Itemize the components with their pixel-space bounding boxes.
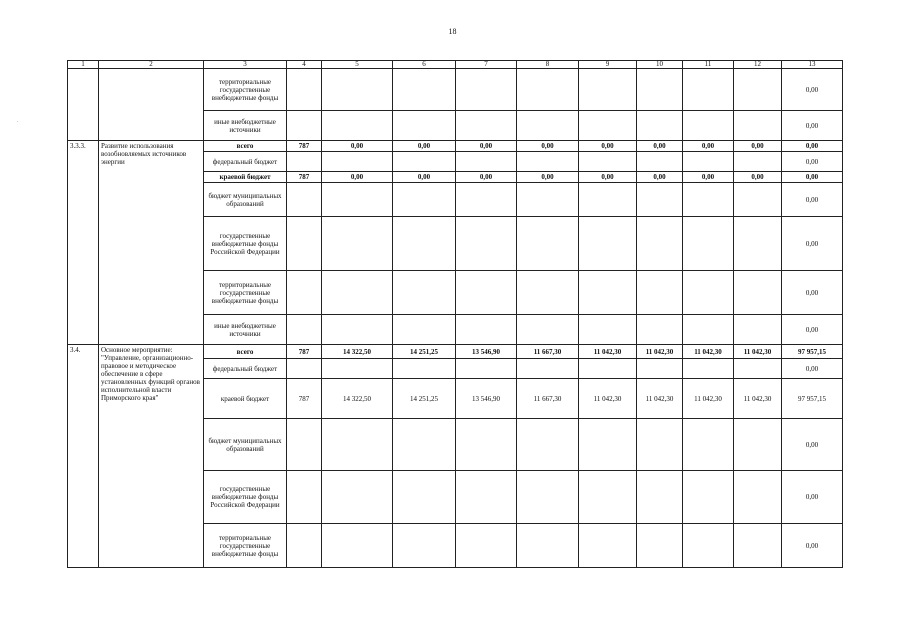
- cell-year-value: [517, 271, 579, 315]
- funding-source: федеральный бюджет: [204, 152, 287, 172]
- cell-year-value: [579, 359, 637, 379]
- cell-year-value: [637, 524, 683, 568]
- cell-year-value: [734, 69, 782, 111]
- row-name: Развитие использования возобновляемых источников энергии: [99, 141, 204, 345]
- cell-year-value: [579, 271, 637, 315]
- cell-year-value: 0,00: [579, 172, 637, 183]
- cell-year-value: [579, 471, 637, 524]
- row-name: Основное мероприятие: "Управление, организационно-правовое и методическое обеспечение в сфере установленных функций органов исполнительной власти Приморского края": [99, 345, 204, 568]
- funding-source: федеральный бюджет: [204, 359, 287, 379]
- cell-year-value: 0,00: [579, 141, 637, 152]
- cell-year-value: [517, 524, 579, 568]
- funding-source: бюджет муниципальных образований: [204, 183, 287, 217]
- budget-table: [67, 60, 843, 568]
- cell-year-value: 11 667,30: [517, 345, 579, 359]
- funding-source: территориальные государственные внебюджетные фонды: [204, 524, 287, 568]
- column-number: 12: [734, 61, 782, 69]
- cell-year-value: [579, 152, 637, 172]
- cell-column-4: [287, 217, 322, 271]
- cell-year-value: 13 546,90: [456, 379, 517, 419]
- cell-column-4: [287, 271, 322, 315]
- funding-source: краевой бюджет: [204, 172, 287, 183]
- cell-year-value: 14 251,25: [393, 345, 456, 359]
- column-number: 3: [204, 61, 287, 69]
- cell-year-value: [683, 69, 734, 111]
- cell-year-value: [322, 419, 393, 471]
- cell-year-value: 0,00: [322, 172, 393, 183]
- cell-year-value: [393, 152, 456, 172]
- cell-column-4: 787: [287, 141, 322, 152]
- cell-year-value: [637, 271, 683, 315]
- cell-year-value: 11 042,30: [579, 345, 637, 359]
- cell-total: 0,00: [782, 271, 843, 315]
- cell-year-value: 0,00: [517, 141, 579, 152]
- cell-year-value: [456, 111, 517, 141]
- cell-total: 0,00: [782, 141, 843, 152]
- cell-year-value: [637, 183, 683, 217]
- cell-column-4: [287, 183, 322, 217]
- cell-year-value: [579, 524, 637, 568]
- column-number: 10: [637, 61, 683, 69]
- cell-year-value: [683, 315, 734, 345]
- funding-source: иные внебюджетные источники: [204, 111, 287, 141]
- cell-year-value: [734, 183, 782, 217]
- cell-year-value: [456, 524, 517, 568]
- column-number: 4: [287, 61, 322, 69]
- cell-year-value: [734, 471, 782, 524]
- column-number: 1: [68, 61, 99, 69]
- cell-year-value: [456, 271, 517, 315]
- table-row: [68, 141, 843, 152]
- cell-year-value: [322, 152, 393, 172]
- cell-year-value: 0,00: [456, 172, 517, 183]
- funding-source: государственные внебюджетные фонды Российской Федерации: [204, 471, 287, 524]
- cell-column-4: [287, 359, 322, 379]
- funding-source: территориальные государственные внебюджетные фонды: [204, 271, 287, 315]
- cell-year-value: 0,00: [393, 172, 456, 183]
- cell-year-value: [456, 359, 517, 379]
- cell-column-4: 787: [287, 379, 322, 419]
- cell-year-value: [322, 471, 393, 524]
- cell-year-value: [517, 419, 579, 471]
- cell-year-value: 0,00: [637, 172, 683, 183]
- cell-year-value: [734, 524, 782, 568]
- cell-year-value: 0,00: [683, 172, 734, 183]
- cell-year-value: 11 042,30: [734, 379, 782, 419]
- cell-year-value: [517, 69, 579, 111]
- cell-total: 97 957,15: [782, 345, 843, 359]
- cell-year-value: [517, 152, 579, 172]
- cell-year-value: [393, 315, 456, 345]
- cell-year-value: [734, 271, 782, 315]
- column-number: 7: [456, 61, 517, 69]
- cell-total: 0,00: [782, 111, 843, 141]
- cell-column-4: [287, 524, 322, 568]
- cell-year-value: [393, 111, 456, 141]
- cell-year-value: [393, 471, 456, 524]
- cell-year-value: [322, 111, 393, 141]
- cell-year-value: [683, 217, 734, 271]
- cell-column-4: [287, 111, 322, 141]
- cell-year-value: [683, 152, 734, 172]
- scan-mark: .: [17, 118, 19, 124]
- column-number: 9: [579, 61, 637, 69]
- cell-year-value: [734, 315, 782, 345]
- table-row: [68, 345, 843, 359]
- cell-year-value: [579, 419, 637, 471]
- cell-year-value: 11 042,30: [637, 379, 683, 419]
- cell-year-value: 11 042,30: [683, 345, 734, 359]
- funding-source: всего: [204, 141, 287, 152]
- row-code: 3.4.: [68, 345, 99, 568]
- cell-year-value: [683, 471, 734, 524]
- column-number: 5: [322, 61, 393, 69]
- cell-year-value: [637, 69, 683, 111]
- cell-year-value: [517, 111, 579, 141]
- table-row: [68, 69, 843, 111]
- cell-year-value: [734, 217, 782, 271]
- cell-year-value: 14 322,50: [322, 345, 393, 359]
- cell-year-value: [322, 315, 393, 345]
- cell-year-value: 11 042,30: [579, 379, 637, 419]
- cell-year-value: [637, 359, 683, 379]
- cell-total: 0,00: [782, 183, 843, 217]
- cell-year-value: [579, 217, 637, 271]
- funding-source: бюджет муниципальных образований: [204, 419, 287, 471]
- cell-year-value: [393, 217, 456, 271]
- cell-year-value: 14 251,25: [393, 379, 456, 419]
- cell-year-value: [393, 69, 456, 111]
- cell-column-4: [287, 471, 322, 524]
- cell-year-value: [637, 111, 683, 141]
- cell-year-value: [456, 217, 517, 271]
- cell-year-value: [637, 315, 683, 345]
- funding-source: государственные внебюджетные фонды Российской Федерации: [204, 217, 287, 271]
- cell-column-4: 787: [287, 172, 322, 183]
- cell-year-value: 0,00: [517, 172, 579, 183]
- cell-year-value: 0,00: [734, 172, 782, 183]
- cell-year-value: [456, 471, 517, 524]
- cell-year-value: [393, 359, 456, 379]
- column-number-row: [68, 61, 843, 69]
- cell-year-value: [517, 315, 579, 345]
- cell-total: 0,00: [782, 217, 843, 271]
- cell-year-value: [322, 524, 393, 568]
- cell-year-value: [322, 69, 393, 111]
- page-number: 18: [448, 27, 457, 36]
- cell-year-value: [322, 183, 393, 217]
- cell-year-value: [517, 183, 579, 217]
- cell-year-value: 0,00: [393, 141, 456, 152]
- cell-year-value: [683, 111, 734, 141]
- cell-year-value: 11 667,30: [517, 379, 579, 419]
- cell-year-value: [637, 471, 683, 524]
- row-code: [68, 69, 99, 141]
- cell-year-value: [734, 419, 782, 471]
- cell-total: 0,00: [782, 471, 843, 524]
- cell-total: 0,00: [782, 69, 843, 111]
- cell-total: 97 957,15: [782, 379, 843, 419]
- funding-source: иные внебюджетные источники: [204, 315, 287, 345]
- column-number: 8: [517, 61, 579, 69]
- cell-total: 0,00: [782, 419, 843, 471]
- cell-year-value: [456, 419, 517, 471]
- cell-column-4: [287, 315, 322, 345]
- cell-year-value: [393, 183, 456, 217]
- cell-year-value: [393, 271, 456, 315]
- cell-year-value: 0,00: [683, 141, 734, 152]
- cell-column-4: [287, 69, 322, 111]
- cell-column-4: 787: [287, 345, 322, 359]
- cell-year-value: [456, 152, 517, 172]
- funding-source: краевой бюджет: [204, 379, 287, 419]
- cell-year-value: [517, 471, 579, 524]
- cell-total: 0,00: [782, 524, 843, 568]
- cell-year-value: [637, 217, 683, 271]
- column-number: 2: [99, 61, 204, 69]
- cell-column-4: [287, 152, 322, 172]
- cell-year-value: 0,00: [456, 141, 517, 152]
- cell-year-value: 11 042,30: [734, 345, 782, 359]
- column-number: 13: [782, 61, 843, 69]
- cell-year-value: [683, 359, 734, 379]
- cell-year-value: [579, 69, 637, 111]
- cell-total: 0,00: [782, 172, 843, 183]
- cell-total: 0,00: [782, 315, 843, 345]
- cell-year-value: [734, 152, 782, 172]
- cell-year-value: [517, 359, 579, 379]
- cell-year-value: [734, 359, 782, 379]
- cell-year-value: [683, 524, 734, 568]
- cell-year-value: [683, 271, 734, 315]
- row-name: [99, 69, 204, 141]
- cell-year-value: [322, 359, 393, 379]
- cell-total: 0,00: [782, 359, 843, 379]
- cell-year-value: [456, 315, 517, 345]
- cell-year-value: 0,00: [637, 141, 683, 152]
- cell-year-value: [734, 111, 782, 141]
- funding-source: территориальные государственные внебюджетные фонды: [204, 69, 287, 111]
- cell-year-value: 0,00: [322, 141, 393, 152]
- cell-year-value: [683, 419, 734, 471]
- cell-year-value: 0,00: [734, 141, 782, 152]
- cell-year-value: [637, 419, 683, 471]
- cell-year-value: 11 042,30: [683, 379, 734, 419]
- cell-column-4: [287, 419, 322, 471]
- cell-year-value: [456, 69, 517, 111]
- cell-year-value: [579, 315, 637, 345]
- cell-year-value: [579, 183, 637, 217]
- cell-year-value: [456, 183, 517, 217]
- cell-year-value: 13 546,90: [456, 345, 517, 359]
- cell-year-value: [517, 217, 579, 271]
- row-code: 3.3.3.: [68, 141, 99, 345]
- cell-year-value: [322, 271, 393, 315]
- cell-total: 0,00: [782, 152, 843, 172]
- column-number: 11: [683, 61, 734, 69]
- funding-source: всего: [204, 345, 287, 359]
- column-number: 6: [393, 61, 456, 69]
- cell-year-value: [393, 419, 456, 471]
- cell-year-value: 11 042,30: [637, 345, 683, 359]
- cell-year-value: 14 322,50: [322, 379, 393, 419]
- cell-year-value: [322, 217, 393, 271]
- cell-year-value: [579, 111, 637, 141]
- cell-year-value: [393, 524, 456, 568]
- cell-year-value: [637, 152, 683, 172]
- cell-year-value: [683, 183, 734, 217]
